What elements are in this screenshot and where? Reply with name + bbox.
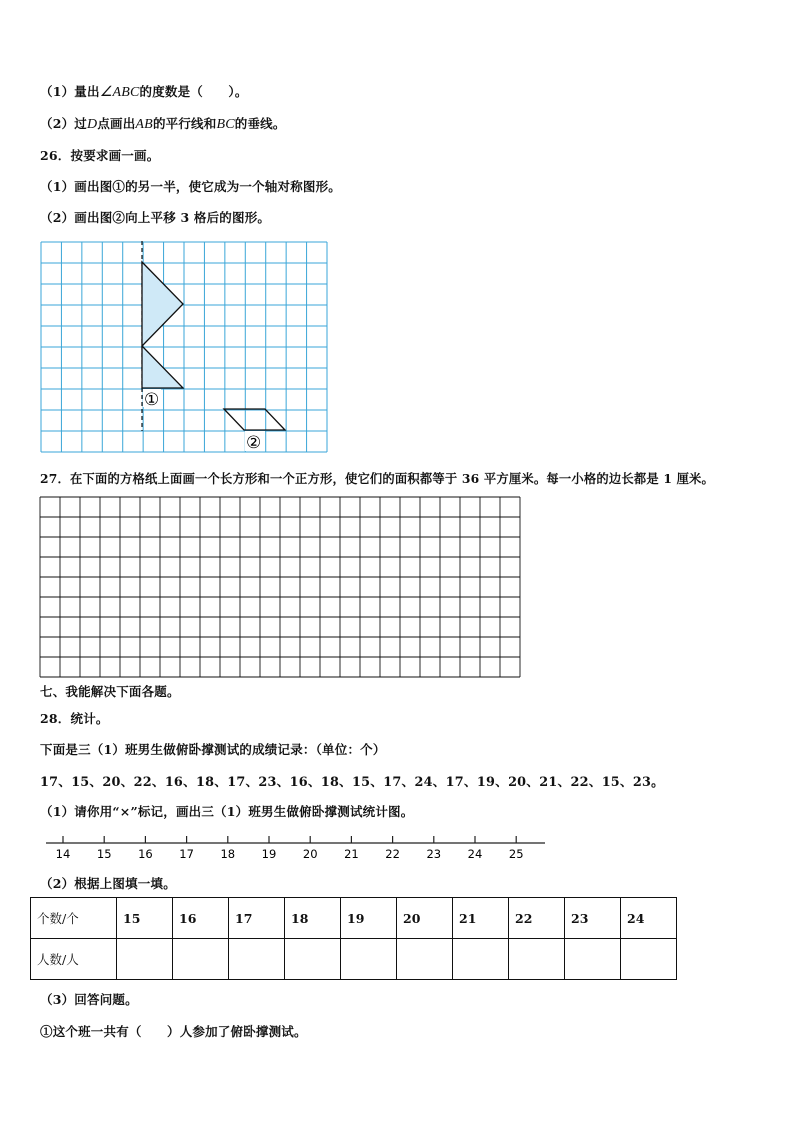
col-20: 20	[397, 898, 453, 939]
answer-cell[interactable]	[565, 939, 621, 980]
row2-header: 人数/人	[31, 939, 117, 980]
q27-text: 27．在下面的方格纸上面画一个长方形和一个正方形，使它们的面积都等于 36 平方厘米。每一小格的边长都是 1 厘米。	[40, 471, 715, 486]
axis-tick-label: 16	[138, 847, 153, 861]
q25-part2-prefix: （2）过	[40, 116, 87, 131]
axis-tick-label: 18	[220, 847, 236, 861]
q25-part1-prefix: （1）量出	[40, 84, 100, 99]
col-24: 24	[621, 898, 677, 939]
answer-cell[interactable]	[285, 939, 341, 980]
answer-cell[interactable]	[397, 939, 453, 980]
axis-tick-label: 15	[96, 847, 112, 861]
answer-cell[interactable]	[173, 939, 229, 980]
col-21: 21	[453, 898, 509, 939]
q26-part1: （1）画出图①的另一半，使它成为一个轴对称图形。	[40, 179, 341, 194]
q28-data-line: 17、15、20、22、16、18、17、23、16、18、15、17、24、17、19、20、21、22、15、23。	[40, 775, 665, 790]
col-17: 17	[229, 898, 285, 939]
axis-tick-label: 20	[302, 847, 318, 861]
segment-bc: BC	[216, 117, 235, 132]
q26-part2: （2）画出图②向上平移 3 格后的图形。	[40, 210, 271, 225]
table-row-count	[31, 898, 677, 939]
col-18: 18	[285, 898, 341, 939]
answer-cell[interactable]	[509, 939, 565, 980]
q25-part2-mid: 点画出	[97, 116, 136, 131]
q28-intro: 下面是三（1）班男生做俯卧撑测试的成绩记录：（单位：个）	[40, 742, 386, 757]
shape-1-label: ①	[144, 390, 160, 410]
angle-abc: ∠ABC	[99, 85, 140, 100]
col-16: 16	[173, 898, 229, 939]
q25-part2	[40, 114, 286, 133]
shape-1-half	[142, 262, 183, 388]
answer-cell[interactable]	[229, 939, 285, 980]
axis-tick-label: 23	[426, 847, 442, 861]
q28-title: 28．统计。	[40, 711, 109, 726]
q25-part1	[40, 82, 248, 101]
blue-grid	[41, 242, 327, 452]
answer-cell[interactable]	[621, 939, 677, 980]
axis-tick-label: 24	[467, 847, 483, 861]
point-d: D	[87, 117, 98, 132]
axis-ticks	[56, 836, 524, 861]
black-grid	[40, 497, 520, 677]
axis-tick-label: 21	[344, 847, 359, 861]
answer-cell[interactable]	[341, 939, 397, 980]
q28-part2: （2）根据上图填一填。	[40, 876, 176, 891]
col-15: 15	[117, 898, 173, 939]
q25-part2-mid2: 的平行线和	[152, 116, 217, 131]
axis-tick-label: 19	[261, 847, 277, 861]
q26-title: 26．按要求画一画。	[40, 148, 160, 163]
table-row-people	[31, 939, 677, 980]
q28-part1: （1）请你用“×”标记，画出三（1）班男生做俯卧撑测试统计图。	[40, 804, 414, 819]
row1-header: 个数/个	[31, 898, 117, 939]
q25-part2-suffix: 的垂线。	[234, 116, 286, 131]
col-23: 23	[565, 898, 621, 939]
axis-tick-label: 14	[55, 847, 71, 861]
answer-cell[interactable]	[453, 939, 509, 980]
shape-2-label: ②	[246, 433, 262, 453]
shape-2-trapezoid	[224, 409, 285, 430]
axis-tick-label: 17	[179, 847, 194, 861]
q28-question1: ①这个班一共有（ ）人参加了俯卧撑测试。	[40, 1024, 307, 1039]
q25-part1-suffix: 的度数是（ ）。	[139, 84, 248, 99]
col-22: 22	[509, 898, 565, 939]
q28-part3: （3）回答问题。	[40, 992, 138, 1007]
section7-title: 七、我能解决下面各题。	[40, 684, 180, 699]
axis-tick-label: 25	[508, 847, 524, 861]
q27-square-grid[interactable]	[39, 496, 521, 678]
segment-ab: AB	[135, 117, 153, 132]
number-line[interactable]	[40, 833, 550, 865]
stats-table	[30, 897, 677, 980]
q26-grid-figure[interactable]	[40, 241, 328, 453]
col-19: 19	[341, 898, 397, 939]
answer-cell[interactable]	[117, 939, 173, 980]
axis-tick-label: 22	[385, 847, 400, 861]
